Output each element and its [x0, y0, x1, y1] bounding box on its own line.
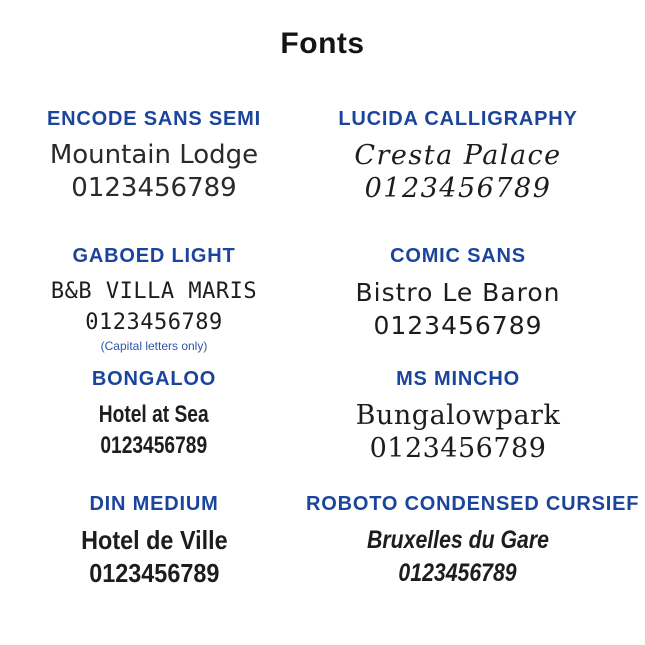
font-sample-text: Bistro Le Baron: [355, 278, 561, 307]
page-title: Fonts: [280, 27, 365, 60]
font-sample-digits-inner: 0123456789: [88, 558, 220, 588]
font-sample-digits-inner: 0123456789: [100, 432, 208, 459]
font-note-capitals-only: (Capital letters only): [100, 339, 208, 353]
font-sample-digits: 0123456789: [373, 311, 543, 340]
font-sample-digits: 0123456789: [71, 173, 237, 203]
font-name-heading: ROBOTO CONDENSED CURSIEF: [306, 493, 640, 515]
font-sample-text: Mountain Lodge: [49, 140, 259, 170]
font-section-roboto-condensed-cursief: [306, 493, 640, 590]
font-name-heading: GABOED LIGHT: [72, 245, 236, 267]
font-name-heading: LUCIDA CALLIGRAPHY: [338, 108, 578, 130]
font-sample-digits: [2, 557, 306, 590]
font-sample-digits: [306, 557, 610, 590]
font-section-encode-sans-semi: [2, 108, 306, 245]
font-sample-text-inner: Hotel at Sea: [99, 401, 209, 428]
font-sample-digits: 0123456789: [369, 433, 547, 464]
font-sample-text: [2, 399, 306, 430]
font-section-ms-mincho: [306, 368, 610, 493]
font-sample-text: [2, 524, 306, 557]
font-name-heading: DIN MEDIUM: [89, 493, 219, 515]
font-name-heading: ENCODE SANS SEMI: [47, 108, 261, 130]
font-sample-text-inner: Hotel de Ville: [80, 525, 228, 555]
font-sample-digits-inner: 0123456789: [398, 559, 518, 587]
font-section-lucida-calligraphy: [306, 108, 610, 245]
font-section-bongaloo: [2, 368, 306, 493]
font-sample-text-inner: Bruxelles du Gare: [367, 526, 549, 554]
font-name-heading: COMIC SANS: [390, 245, 526, 267]
font-sample-text: Bungalowpark: [355, 400, 561, 431]
font-specimen-grid: [2, 108, 640, 590]
font-section-din-medium: [2, 493, 306, 590]
font-name-heading: BONGALOO: [91, 368, 217, 390]
font-sample-digits: 0123456789: [85, 310, 223, 335]
font-section-comic-sans: [306, 245, 610, 368]
font-sample-text: B&B VILLA MARIS: [50, 279, 258, 304]
font-name-heading: MS MINCHO: [396, 368, 520, 390]
font-sample-digits: [2, 430, 306, 461]
font-section-gaboed-light: [2, 245, 306, 368]
font-sample-digits: 0123456789: [364, 173, 552, 204]
font-sample-text: Cresta Palace: [354, 140, 562, 171]
font-sample-text: [306, 524, 610, 557]
